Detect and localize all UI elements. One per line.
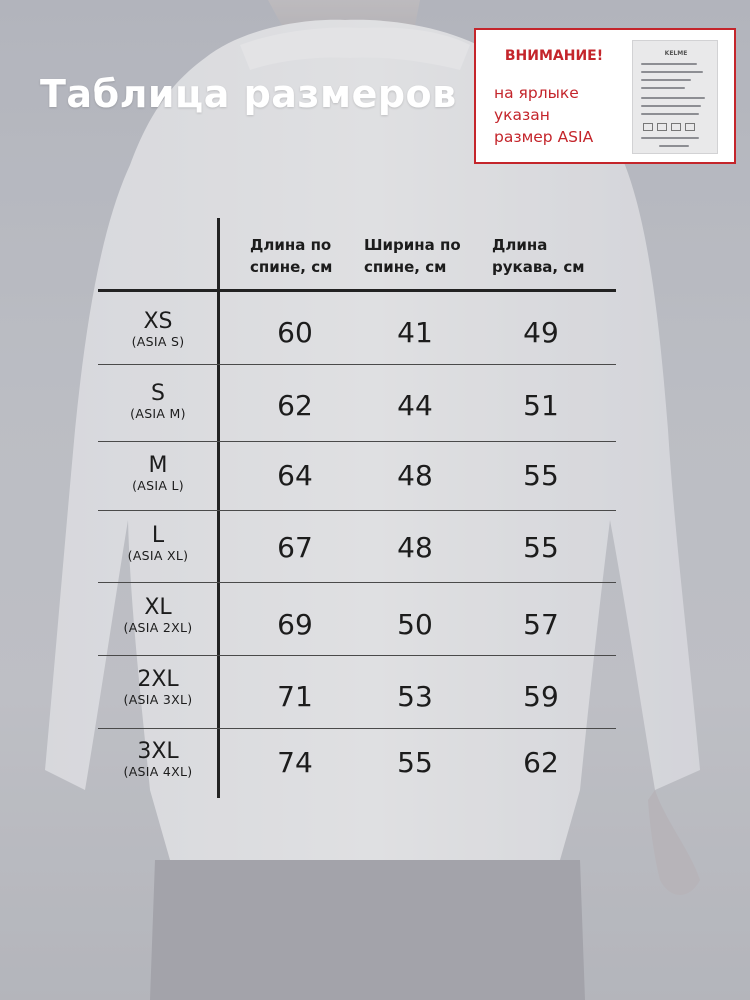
value-sleeve-length: 62 xyxy=(523,746,559,779)
value-sleeve-length: 55 xyxy=(523,459,559,492)
value-sleeve-length: 59 xyxy=(523,680,559,713)
notice-line: на ярлыке xyxy=(494,84,579,102)
column-header-back-length: Длина по спине, см xyxy=(250,236,333,276)
size-label: XL (ASIA 2XL) xyxy=(123,595,193,635)
size-label: M (ASIA L) xyxy=(132,453,184,493)
notice-line: указан xyxy=(494,106,550,124)
value-back-length: 74 xyxy=(277,746,313,779)
value-back-width: 55 xyxy=(397,746,433,779)
value-back-width: 41 xyxy=(397,316,433,349)
notice-heading: ВНИМАНИЕ! xyxy=(504,48,604,64)
value-back-length: 71 xyxy=(277,680,313,713)
page-title: Таблица размеров xyxy=(40,72,457,116)
value-back-length: 60 xyxy=(277,316,313,349)
value-back-length: 62 xyxy=(277,389,313,422)
value-sleeve-length: 51 xyxy=(523,389,559,422)
value-sleeve-length: 57 xyxy=(523,608,559,641)
column-header-sleeve-length: Длина рукава, см xyxy=(492,236,585,276)
value-back-width: 53 xyxy=(397,680,433,713)
value-back-width: 50 xyxy=(397,608,433,641)
size-label: 2XL (ASIA 3XL) xyxy=(123,667,193,707)
label-brand: KELME xyxy=(664,50,688,57)
asia-size-notice xyxy=(474,28,736,164)
value-sleeve-length: 55 xyxy=(523,531,559,564)
value-back-width: 48 xyxy=(397,459,433,492)
notice-line: размер ASIA xyxy=(494,128,594,146)
value-back-length: 69 xyxy=(277,608,313,641)
column-header-back-width: Ширина по спине, см xyxy=(364,236,461,276)
value-back-width: 48 xyxy=(397,531,433,564)
clothing-label-image xyxy=(632,40,718,154)
size-label: XS (ASIA S) xyxy=(131,309,185,349)
value-sleeve-length: 49 xyxy=(523,316,559,349)
value-back-length: 67 xyxy=(277,531,313,564)
value-back-width: 44 xyxy=(397,389,433,422)
size-label: L (ASIA XL) xyxy=(127,523,189,563)
notice-text xyxy=(494,82,624,148)
size-label: S (ASIA M) xyxy=(130,381,186,421)
size-label: 3XL (ASIA 4XL) xyxy=(123,739,193,779)
value-back-length: 64 xyxy=(277,459,313,492)
